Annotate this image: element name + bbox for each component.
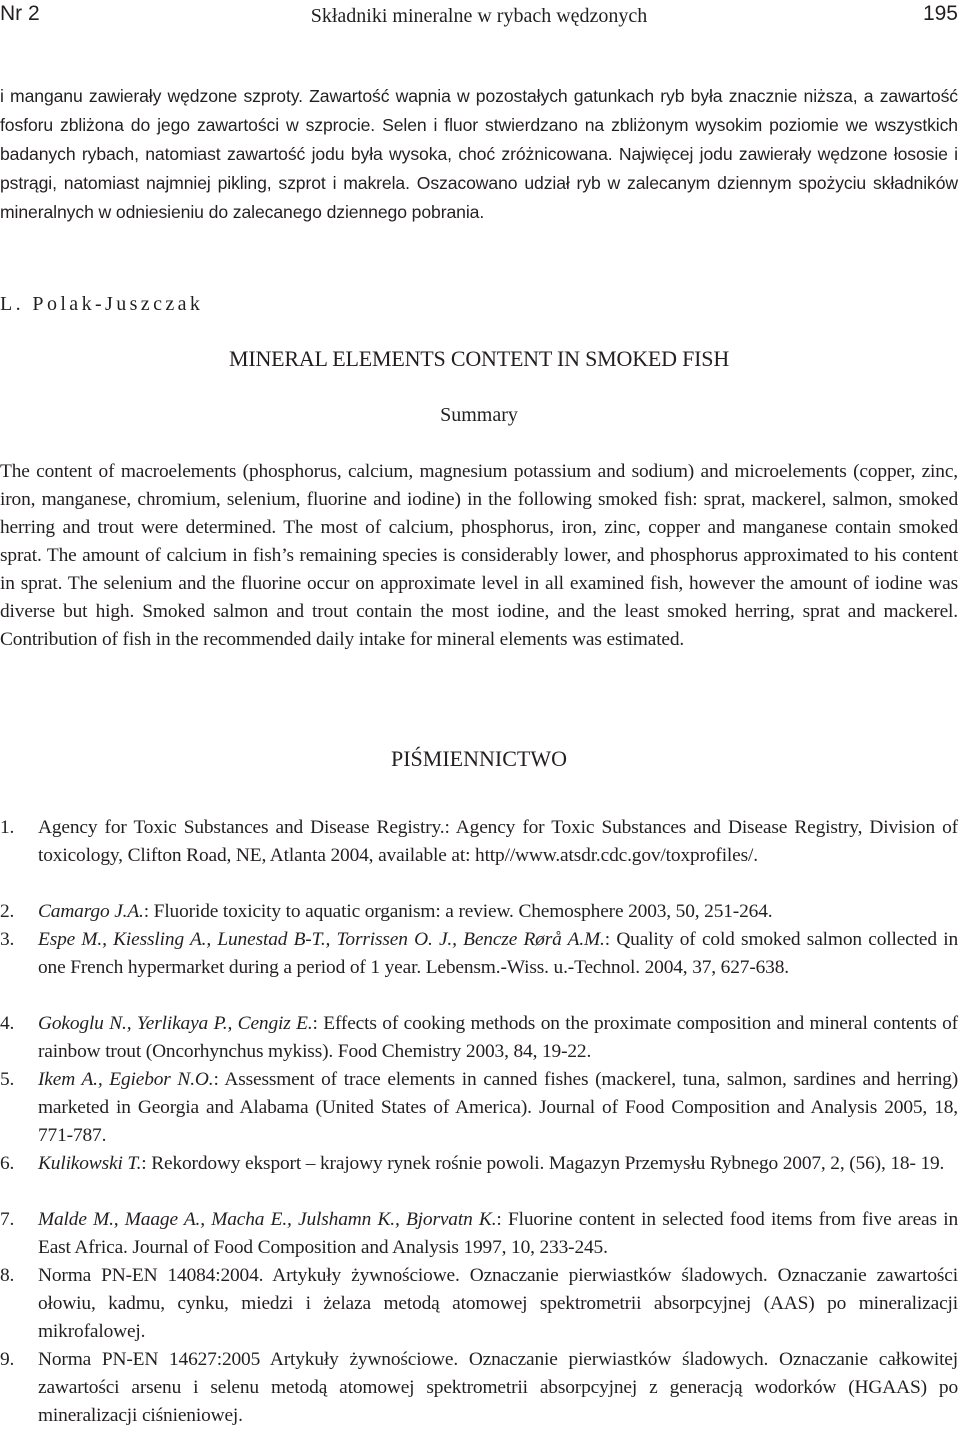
reference-authors: Kulikowski T. [38,1153,142,1174]
reference-text: : Effects of cooking methods on the proximate composition and mineral contents of rainbow trout (Oncorhynchus mykiss). Food Chemistry 2003, 84, 19-22. [38,1013,958,1062]
running-title: Składniki mineralne w rybach wędzonych [310,5,648,27]
reference-item [0,1066,958,1150]
reference-number: 5. [0,1069,15,1090]
reference-number: 7. [0,1209,15,1230]
references-heading: PIŚMIENNICTWO [391,746,567,771]
reference-number: 8. [0,1265,15,1286]
reference-number: 6. [0,1153,15,1174]
reference-number: 1. [0,817,15,838]
references-list [0,814,958,1430]
reference-authors: Espe M., Kiessling A., Lunestad B-T., Torrissen O. J., Bencze Rørå A.M. [38,929,605,950]
reference-text: : Rekordowy eksport – krajowy rynek rośnie powoli. Magazyn Przemysłu Rybnego 2007, 2, (56), 18- 19. [141,1153,945,1174]
reference-authors: Malde M., Maage A., Macha E., Julshamn K., Bjorvatn K. [38,1209,497,1230]
reference-text: Norma PN-EN 14084:2004. Artykuły żywnościowe. Oznaczanie pierwiastków śladowych. Oznaczanie zawartości ołowiu, kadmu, cynku, miedzi i żelaza metodą atomowej spektrometrii absorpcyjnej (AAS) po mineralizacji mikrofalowej. [38,1265,958,1342]
reference-item [0,1346,958,1430]
reference-item [0,1262,958,1346]
reference-number: 9. [0,1349,15,1370]
reference-text: : Fluorine content in selected food items from five areas in East Africa. Journal of Food Composition and Analysis 1997, 10, 233-245. [38,1209,958,1258]
reference-authors: Gokoglu N., Yerlikaya P., Cengiz E. [38,1013,313,1034]
reference-text: : Assessment of trace elements in canned fishes (mackerel, tuna, salmon, sardines and herring) marketed in Georgia and Alabama (United States of America). Journal of Food Composition and Analysis 2005, 18, 771-787. [38,1069,959,1146]
reference-text: Agency for Toxic Substances and Disease Registry.: Agency for Toxic Substances and Disease Registry, Division of toxicology, Clifton Road, NE, Atlanta 2004, available at: http//www.atsdr.cdc.gov/toxprofiles/. [38,817,958,866]
issue-number: Nr 2 [0,2,40,25]
reference-text: : Fluoride toxicity to aquatic organism: a review. Chemosphere 2003, 50, 251-264. [143,901,773,922]
reference-item [0,926,958,1010]
reference-authors: Ikem A., Egiebor N.O. [38,1069,214,1090]
reference-item [0,814,958,898]
reference-item [0,1206,958,1262]
article-title: MINERAL ELEMENTS CONTENT IN SMOKED FISH [228,346,730,371]
reference-item [0,1150,958,1206]
page-number: 195 [922,2,958,25]
abstract-text: The content of macroelements (phosphorus, calcium, magnesium potassium and sodium) and microelements (copper, zinc, iron, manganese, chromium, selenium, fluorine and iodine) in the following smoked fish: sprat, mackerel, salmon, smoked herring and trout were determined. The most of calcium, phosphorus, iron, zinc, copper and manganese contain smoked sprat. The amount of calcium in fish’s remaining species is considerably lower, and phosphorus approximated to his content in sprat. The selenium and the fluorine occur on approximate level in all examined fish, however the amount of iodine was diverse but high. Smoked salmon and trout contain the most iodine, and the least smoked herring, sprat and mackerel. Contribution of fish in the recommended daily intake for mineral elements was estimated. [0,461,958,650]
reference-item [0,1010,958,1066]
reference-number: 3. [0,929,15,950]
summary-heading: Summary [440,404,518,426]
reference-text: Norma PN-EN 14627:2005 Artykuły żywnościowe. Oznaczanie pierwiastków śladowych. Oznaczanie całkowitej zawartości arsenu i selenu metodą atomowej spektrometrii absorpcyjnej z generacją wodorków (HGAAS) po mineralizacji ciśnieniowej. [38,1349,958,1426]
reference-number: 2. [0,901,15,922]
reference-item [0,898,958,926]
running-head [0,2,958,32]
reference-number: 4. [0,1013,15,1034]
author-name: L. Polak-Juszczak [0,293,204,315]
reference-text: : Quality of cold smoked salmon collected in one French hypermarket during a period of 1 year. Lebensm.-Wiss. u.-Technol. 2004, 37, 627-638. [38,929,958,978]
polish-summary-continuation: i manganu zawierały wędzone szproty. Zawartość wapnia w pozostałych gatunkach ryb była znacznie niższa, a zawartość fosforu zbliżona do jego zawartości w szprocie. Selen i fluor stwierdzano na zbliżonym wysokim poziomie we wszystkich badanych rybach, natomiast zawartość jodu była wysoka, choć zróżnicowana. Najwięcej jodu zawierały wędzone łososie i pstrągi, natomiast najmniej pikling, szprot i makrela. Oszacowano udział ryb w zalecanym dziennym spożyciu składników mineralnych w odniesieniu do zalecanego dziennego pobrania. [0,85,958,222]
reference-authors: Camargo J.A. [38,901,144,922]
